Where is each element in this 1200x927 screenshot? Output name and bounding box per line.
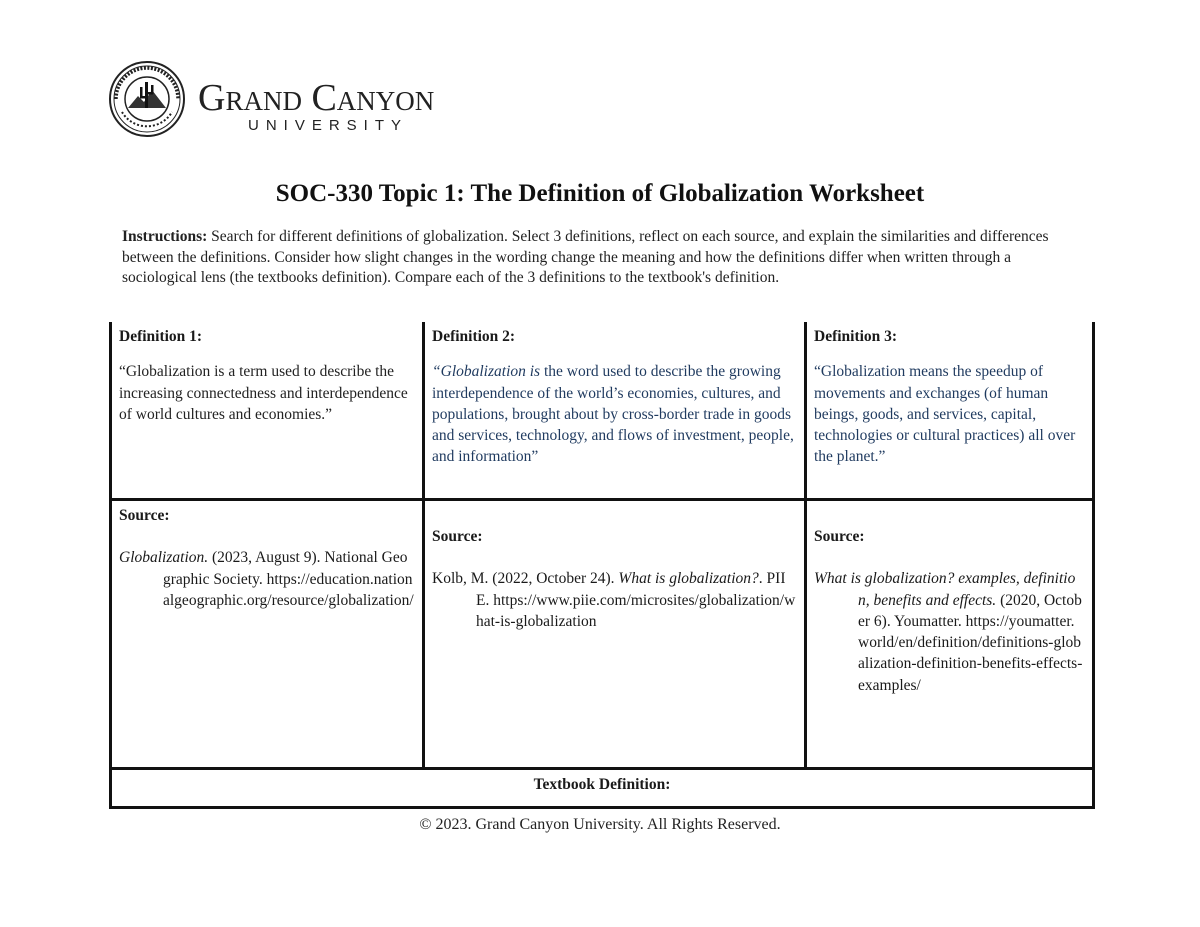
page-title: SOC-330 Topic 1: The Definition of Globalization Worksheet	[275, 180, 925, 207]
source-3-details: (2020, October 6). Youmatter. https://youmatter.world/en/definition/definitions-globalization-definition-benefits-effects-examples/	[858, 591, 1083, 694]
instructions	[122, 227, 1082, 289]
textbook-definition-header: Textbook Definition:	[533, 776, 671, 793]
textbook-row	[111, 769, 1094, 808]
instructions-label: Instructions:	[122, 228, 208, 245]
source-2-label: Source:	[432, 528, 483, 545]
source-2-title: What is globalization?	[618, 570, 759, 588]
source-2-cell	[424, 500, 806, 769]
definition-1-quote: “Globalization is a term used to describe the increasing connectedness and interdependence of world cultures and economies.”	[119, 363, 408, 423]
sources-row	[111, 500, 1094, 769]
university-seal-icon	[108, 60, 188, 140]
textbook-definition-cell	[111, 769, 1094, 808]
definition-3-quote: “Globalization means the speedup of movements and exchanges (of human beings, goods, and services, capital, technologies or cultural practices) all over the planet.”	[814, 363, 1076, 466]
instructions-text: Search for different definitions of globalization. Select 3 definitions, reflect on each source, and explain the similarities and differences between the definitions. Consider how slight changes in the wording change the meaning and how the definitions differ when written through a sociological lens (the textbooks definition). Compare each of the 3 definitions to the textbook's definition.	[122, 228, 1049, 286]
source-1-details: (2023, August 9). National Geographic Society. https://education.nationalgeographic.org/resource/globalization/	[163, 549, 414, 609]
definition-2-quote-italic: “Globalization is	[432, 363, 541, 381]
source-1-title: Globalization.	[119, 549, 209, 567]
definition-1-header: Definition 1:	[119, 328, 203, 345]
source-2-details: . PIIE. https://www.piie.com/microsites/globalization/what-is-globalization	[476, 570, 796, 630]
logo-subtitle: UNIVERSITY	[248, 117, 409, 134]
logo-name: Grand Canyon	[198, 77, 435, 119]
definition-2-header: Definition 2:	[432, 328, 516, 345]
source-2-reference	[432, 568, 797, 632]
definition-2-quote	[432, 361, 797, 467]
source-3-reference	[814, 568, 1085, 696]
definition-3-cell	[806, 322, 1094, 500]
source-3-title: What is globalization? examples, definition, benefits and effects.	[814, 570, 1076, 609]
definition-2-cell	[424, 322, 806, 500]
source-1-reference	[119, 547, 415, 611]
source-1-label: Source:	[119, 507, 170, 524]
source-3-cell	[806, 500, 1094, 769]
source-3-label: Source:	[814, 528, 865, 545]
definition-1-cell	[111, 322, 424, 500]
definition-2-quote-text: the word used to describe the growing interdependence of the world’s economies, cultures, and populations, brought about by cross-border trade in goods and services, technology, and flows of investment, people, and information”	[432, 363, 794, 466]
source-2-author: Kolb, M. (2022, October 24).	[432, 570, 619, 588]
source-1-cell	[111, 500, 424, 769]
definitions-table	[109, 322, 1095, 809]
definitions-row	[111, 322, 1094, 500]
university-logo	[108, 60, 478, 140]
copyright-footer: © 2023. Grand Canyon University. All Rights Reserved.	[419, 816, 781, 833]
definition-3-header: Definition 3:	[814, 328, 898, 345]
